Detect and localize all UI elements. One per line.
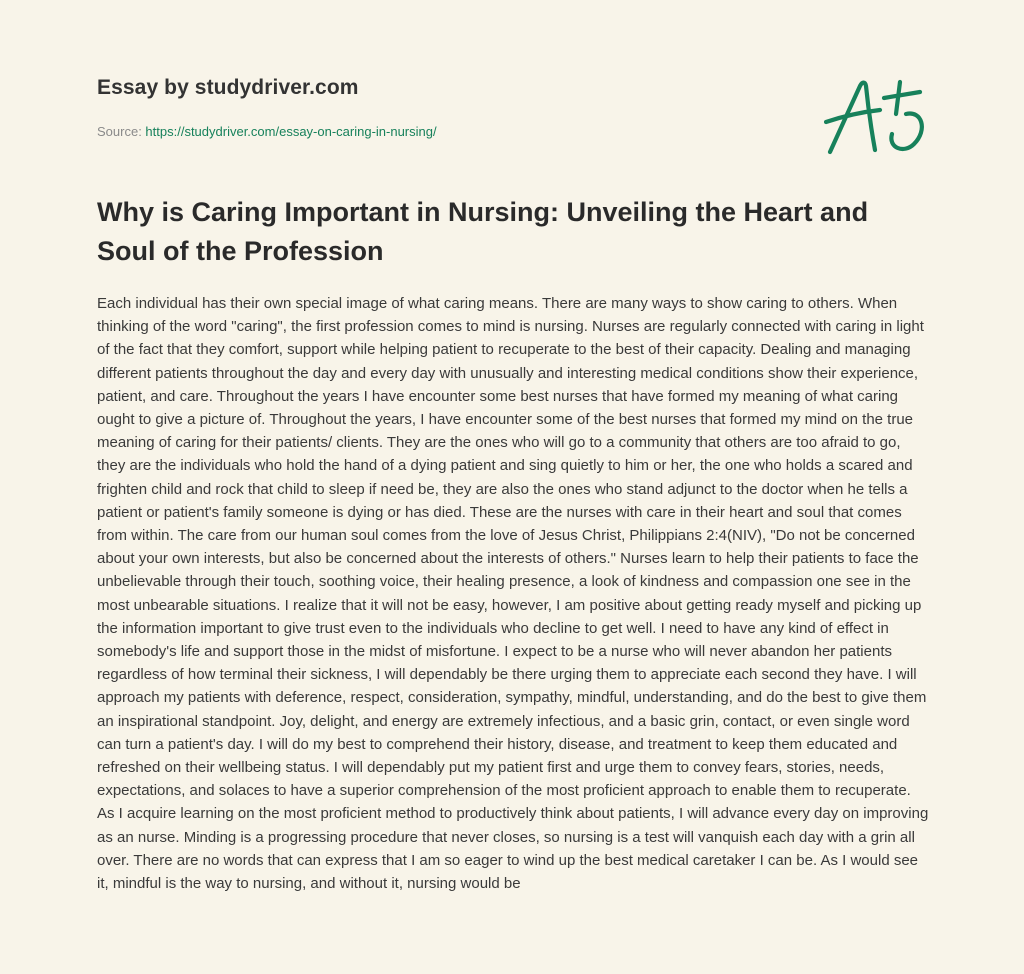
a-plus-logo-icon [824,72,932,156]
site-title: Essay by studydriver.com [97,76,359,99]
source-link[interactable]: https://studydriver.com/essay-on-caring-in-nursing/ [145,124,437,139]
essay-title: Why is Caring Important in Nursing: Unveiling the Heart and Soul of the Profession [97,197,869,266]
source-label: Source: [97,124,146,139]
page-header [0,0,1024,190]
essay-body: Each individual has their own special image of what caring means. There are many ways to show caring to others. When thinking of the word "caring", the first profession comes to mind is nursing. Nurses are regularly connected with caring in light of the fact that they comfort, support while helping patient to recuperate to the best of their capacity. Dealing and managing different patients throughout the day and every day with unusually and interesting medical conditions show their experience, patient, and care. Throughout the years I have encounter some best nurses that have formed my meaning of what caring ought to give a picture of. Throughout the years, I have encounter some of the best nurses that formed my mind on the true meaning of caring for their patients/ clients. They are the ones who will go to a community that others are too afraid to go, they are the individuals who hold the hand of a dying patient and sing quietly to him or her, the one who holds a scared and frighten child and rock that child to sleep if need be, they are also the ones who stand adjunct to the doctor when he tells a patient or patient's family someone is dying or has died. These are the nurses with care in their heart and soul that comes from within. The care from our human soul comes from the love of Jesus Christ, Philippians 2:4(NIV), "Do not be concerned about your own interests, but also be concerned about the interests of others." Nurses learn to help their patients to face the unbelievable through their touch, soothing voice, their healing presence, a look of kindness and compassion one see in the most unbearable situations. I realize that it will not be easy, however, I am positive about getting ready myself and picking up the information important to give trust even to the individuals who decline to get well. I need to have any kind of effect in somebody's life and support those in the midst of misfortune. I expect to be a nurse who will never abandon her patients regardless of how terminal their sickness, I will dependably be there urging them to appreciate each second they have. I will approach my patients with deference, respect, consideration, sympathy, mindful, understanding, and do the best to give them an inspirational standpoint. Joy, delight, and energy are extremely infectious, and a basic grin, contact, or even single word can turn a patient's day. I will do my best to comprehend their history, disease, and treatment to keep them educated and refreshed on their wellbeing status. I will dependably put my patient first and urge them to convey fears, stories, needs, expectations, and solaces to have a superior comprehension of the most proficient approach to enable them to recuperate. As I acquire learning on the most proficient method to productively think about patients, I will advance every day on improving as an nurse. Minding is a progressing procedure that never closes, so nursing is a test will vanquish each day with a grin all over. There are no words that can express that I am so eager to wind up the best medical caretaker I can be. As I would see it, mindful is the way to nursing, and without it, nursing would be [97,295,929,893]
source-line [97,124,437,139]
